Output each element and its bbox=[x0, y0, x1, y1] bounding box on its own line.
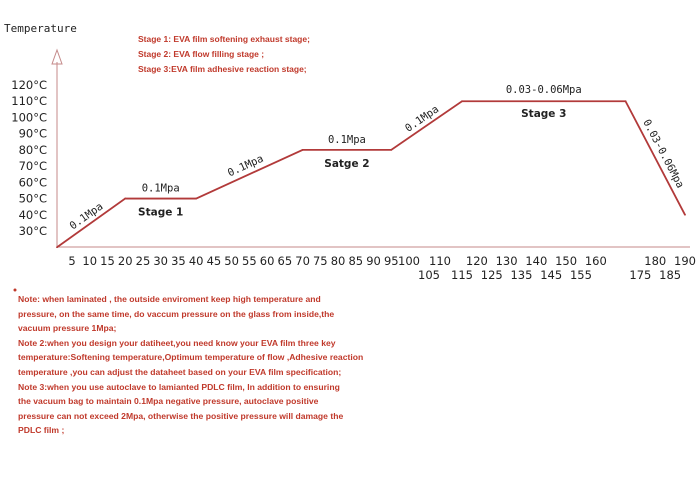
stage-label-3: Stage 3 bbox=[521, 108, 567, 121]
pressure-label-cool-down: 0.03-0.06Mpa bbox=[640, 117, 687, 191]
note-2: Note 2:when you design your datiheet,you need know your EVA film three key temperature:Softening temperature,Optimum temperature of flow ,Adhesive reaction temperature ,you can adjust the dataheet based on your EVA film specification; bbox=[18, 337, 364, 377]
x-tick-label: 65 bbox=[277, 254, 293, 268]
pressure-label-hold-2: 0.1Mpa bbox=[327, 133, 366, 146]
x-tick-label: 45 bbox=[206, 254, 222, 268]
notes-block bbox=[18, 292, 418, 438]
pressure-label-ramp-3: 0.1Mpa bbox=[403, 103, 442, 135]
x-tick-label: 95 bbox=[383, 254, 399, 268]
y-tick-label: 80°C bbox=[18, 142, 47, 157]
x-tick-label: 155 bbox=[569, 268, 592, 282]
x-tick-label: 85 bbox=[348, 254, 364, 268]
x-tick-label: 180 bbox=[644, 254, 667, 268]
profile-point bbox=[124, 198, 126, 200]
x-tick-label: 50 bbox=[224, 254, 239, 268]
x-tick-label: 5 bbox=[68, 254, 76, 268]
y-tick-label: 30°C bbox=[18, 224, 47, 238]
x-tick-label: 15 bbox=[100, 254, 115, 268]
x-tick-label: 190 bbox=[674, 254, 696, 268]
stage-label-1: Stage 1 bbox=[138, 206, 184, 219]
profile-point bbox=[461, 100, 463, 102]
x-tick-label: 110 bbox=[429, 254, 451, 268]
profile-point bbox=[302, 149, 304, 151]
profile-point bbox=[56, 246, 58, 248]
y-axis-arrow-icon bbox=[52, 50, 62, 64]
x-tick-label: 55 bbox=[242, 254, 257, 268]
x-tick-label: 185 bbox=[659, 268, 682, 282]
x-tick-label: 30 bbox=[153, 254, 169, 268]
profile-point bbox=[195, 198, 197, 200]
temperature-profile-line bbox=[57, 101, 685, 247]
x-tick-label: 115 bbox=[451, 268, 473, 282]
x-tick-label: 125 bbox=[480, 268, 503, 282]
x-tick-label: 130 bbox=[495, 254, 518, 268]
x-tick-label: 145 bbox=[540, 268, 563, 282]
x-tick-label: 35 bbox=[171, 254, 186, 268]
y-tick-label: 60°C bbox=[18, 175, 47, 190]
y-tick-label: 110°C bbox=[11, 94, 47, 109]
y-tick-label: 50°C bbox=[18, 191, 47, 206]
legend-stage-2: Stage 2: EVA flow filling stage ; bbox=[138, 49, 265, 59]
pressure-label-hold-1: 0.1Mpa bbox=[141, 182, 180, 195]
legend-stage-1: Stage 1: EVA film softening exhaust stage; bbox=[138, 34, 310, 44]
x-tick-label: 175 bbox=[629, 268, 652, 282]
bullet-marker bbox=[14, 289, 17, 292]
x-tick-label: 40 bbox=[188, 254, 204, 268]
x-tick-label: 120 bbox=[465, 254, 488, 268]
x-tick-label: 75 bbox=[312, 254, 328, 268]
x-tick-label: 140 bbox=[525, 254, 548, 268]
profile-point bbox=[684, 214, 686, 216]
note-1: Note: when laminated , the outside enviroment keep high temperature and pressure, on the same time, do vaccum pressure on the glass from inside,the vacuum pressure 1Mpa; bbox=[18, 294, 335, 334]
x-tick-label: 10 bbox=[82, 254, 98, 268]
y-tick-label: 90°C bbox=[18, 126, 47, 141]
x-tick-label: 105 bbox=[418, 268, 440, 282]
x-tick-label: 60 bbox=[259, 254, 275, 268]
profile-point bbox=[390, 149, 392, 151]
x-tick-label: 100 bbox=[398, 254, 420, 268]
y-tick-label: 100°C bbox=[11, 110, 47, 125]
legend-stage-3: Stage 3:EVA film adhesive reaction stage; bbox=[138, 64, 307, 74]
x-tick-label: 150 bbox=[555, 254, 578, 268]
note-3: Note 3:when you use autoclave to lamianted PDLC film, In addition to ensuring the vacuum bag to maintain 0.1Mpa negative pressure, autoclave positive pressure can not exceed 2Mpa, otherwise the positive pressure will damage the PDLC film ; bbox=[18, 381, 344, 436]
y-tick-label: 120°C bbox=[11, 78, 47, 92]
x-tick-label: 135 bbox=[510, 268, 533, 282]
stage-label-2: Satge 2 bbox=[324, 157, 370, 170]
pressure-label-ramp-1: 0.1Mpa bbox=[67, 200, 106, 233]
x-tick-label: 20 bbox=[117, 254, 133, 268]
x-tick-label: 25 bbox=[135, 254, 151, 268]
x-tick-label: 70 bbox=[295, 254, 310, 268]
x-tick-label: 160 bbox=[584, 254, 607, 268]
pressure-label-hold-3: 0.03-0.06Mpa bbox=[505, 84, 582, 97]
y-tick-label: 70°C bbox=[18, 159, 47, 174]
x-tick-label: 90 bbox=[366, 254, 381, 268]
profile-point bbox=[625, 100, 627, 102]
pressure-label-ramp-2: 0.1Mpa bbox=[225, 152, 266, 180]
x-tick-label: 80 bbox=[330, 254, 346, 268]
y-tick-label: 40°C bbox=[18, 207, 47, 222]
y-axis-title: Temperature bbox=[4, 22, 77, 35]
